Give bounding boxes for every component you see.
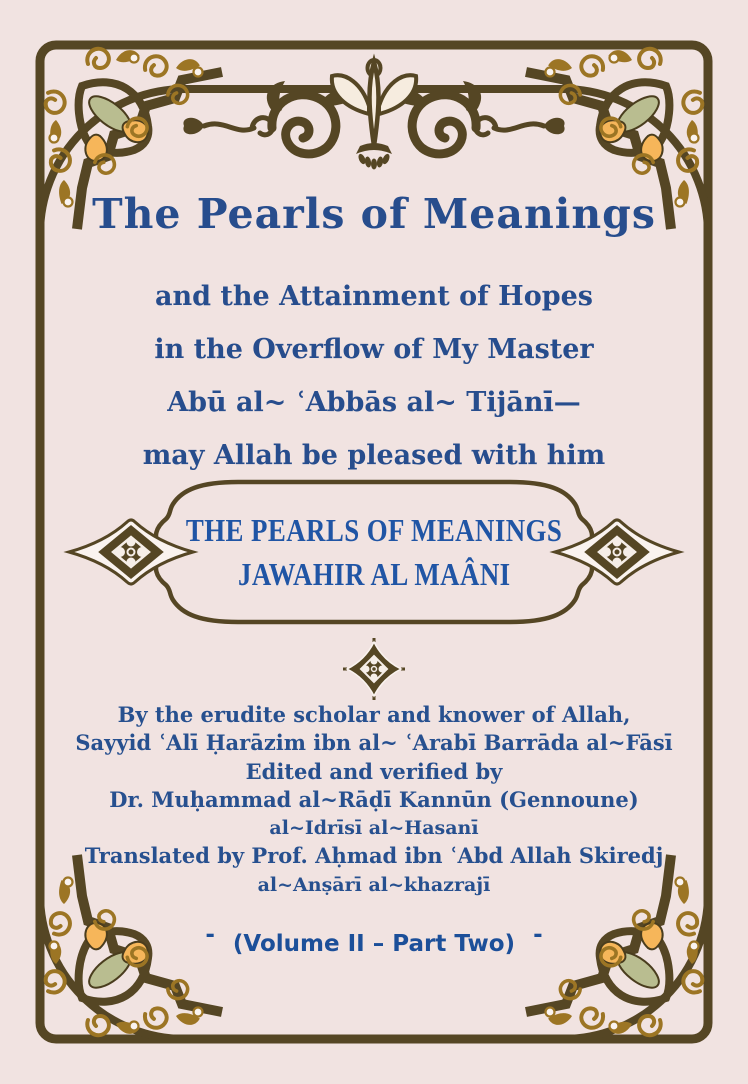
subtitle-line: may Allah be pleased with him <box>142 440 606 471</box>
volume-line <box>0 922 748 957</box>
credit-line: Dr. Muḥammad al~Rāḍī Kannūn (Gennoune) <box>109 786 639 812</box>
credit-line: By the erudite scholar and knower of Allah, <box>117 702 631 727</box>
scroll-fleur-de-lis-ornament <box>183 60 564 170</box>
volume-text: (Volume II – Part Two) <box>232 931 516 957</box>
series-title-line-1: THE PEARLS OF MEANINGS <box>185 512 563 548</box>
credit-line: al~Anṣārī al~khazrajī <box>257 873 491 896</box>
main-title: The Pearls of Meanings <box>92 190 656 238</box>
subtitle-line: Abū al~ ʿAbbās al~ Tijānī— <box>167 387 581 418</box>
credit-line: al~Idrīsī al~Hasanī <box>269 817 479 840</box>
credit-line: Translated by Prof. Aḥmad ibn ʿAbd Allah Skiredj <box>84 843 664 869</box>
credits-block <box>0 701 748 899</box>
series-title-box <box>148 482 600 622</box>
credit-line: Sayyid ʿAlī Ḥarāzim ibn al~ ʿArabī Barrāda al~Fāsī <box>75 730 673 756</box>
subtitle-block <box>0 270 748 482</box>
volume-prefix-dash: - <box>205 922 215 948</box>
subtitle-line: in the Overflow of My Master <box>154 334 594 365</box>
small-diamond-ornament <box>343 638 405 700</box>
credit-line: Edited and verified by <box>245 758 503 784</box>
volume-suffix-dash: - <box>533 922 543 948</box>
subtitle-line: and the Attainment of Hopes <box>155 281 593 312</box>
series-title-line-2: JAWAHIR AL MAÂNI <box>237 556 511 592</box>
